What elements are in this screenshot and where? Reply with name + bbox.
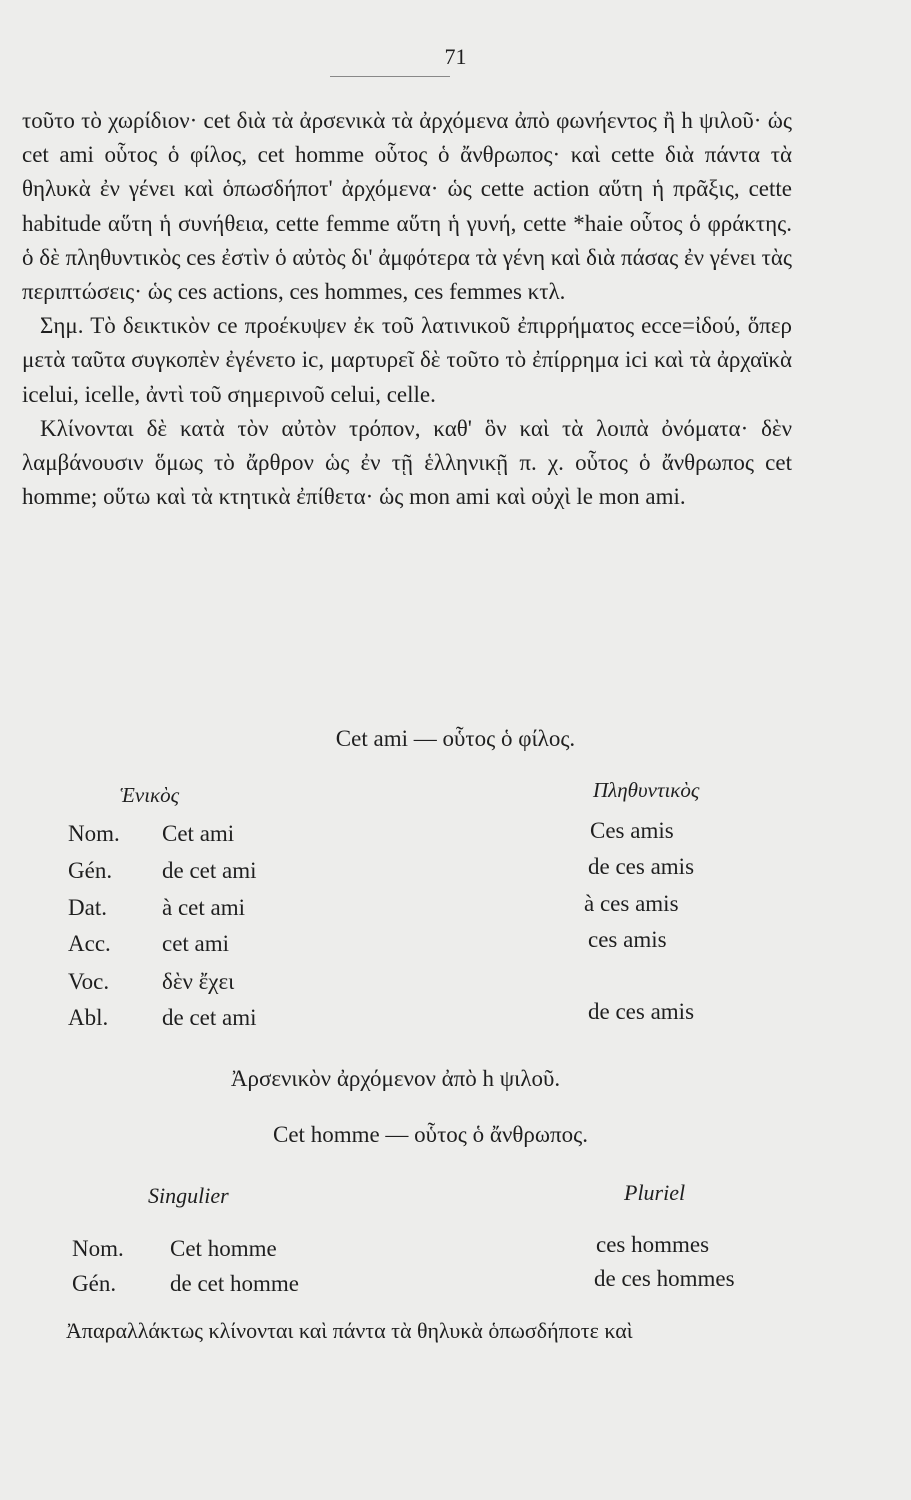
footer-line: Ἀπαραλλάκτως κλίνονται καὶ πάντα τὰ θηλυκὰ ὁπωσδήποτε καὶ (66, 1318, 633, 1343)
case-label: Abl. (68, 1005, 109, 1030)
table1-plural-heading: Πληθυντικὸς (593, 778, 700, 802)
singular-form: de cet homme (170, 1271, 300, 1296)
case-label: Nom. (68, 821, 120, 846)
case-label: Acc. (68, 931, 111, 956)
singular-form: cet ami (162, 931, 230, 956)
plural-form: ces amis (588, 927, 667, 952)
case-label: Dat. (68, 895, 107, 920)
singular-form: de cet ami (162, 1005, 257, 1030)
subheading: Ἀρσενικὸν ἀρχόμενον ἀπὸ h ψιλοῦ. (230, 1066, 561, 1091)
plural-form: à ces amis (584, 891, 679, 916)
singular-form: Cet ami (162, 821, 235, 846)
plural-form: de ces hommes (594, 1266, 735, 1291)
paragraph-note: Σημ. Τὸ δεικτικὸν ce προέκυψεν ἐκ τοῦ λατινικοῦ ἐπιρρήματος ecce=ἰδού, ὅπερ μετὰ ταῦτα συγκοπὲν ἐγένετο ic, μαρτυρεῖ δὲ τοῦτο τὸ ἐπίρρημα ici καὶ τὰ ἀρχαϊκὰ icelui, icelle, ἀντὶ τοῦ σημερινοῦ celui, celle. (22, 313, 792, 407)
singular-form: δὲν ἔχει (162, 969, 235, 994)
case-label: Gén. (72, 1271, 117, 1296)
table2-title: Cet homme — οὗτος ὁ ἄνθρωπος. (273, 1122, 588, 1147)
page-number: 71 (444, 44, 467, 69)
plural-form: ces hommes (596, 1232, 710, 1257)
plural-form: de ces amis (588, 999, 695, 1024)
paragraph-3: Κλίνονται δὲ κατὰ τὸν αὐτὸν τρόπον, καθ' ὃν καὶ τὰ λοιπὰ ὀνόματα· δὲν λαμβάνουσιν ὅμως τὸ ἄρθρον ὡς ἐν τῇ ἑλληνικῇ π. χ. οὗτος ὁ ἄνθρωπος cet homme; οὕτω καὶ τὰ κτητικὰ ἐπίθετα· ὡς mon ami καὶ οὐχὶ le mon ami. (22, 415, 792, 510)
table2-declension (72, 1232, 792, 1306)
body-text (22, 104, 792, 514)
plural-form: Ces amis (590, 818, 674, 843)
case-label: Voc. (68, 969, 110, 994)
plural-form: de ces amis (588, 854, 695, 879)
table1-title: Cet ami — οὗτος ὁ φίλος. (335, 726, 576, 751)
table1-declension (68, 818, 768, 1041)
case-label: Nom. (72, 1236, 124, 1261)
singular-form: de cet ami (162, 858, 257, 883)
table1-singular-heading: Ἑνικὸς (120, 783, 180, 807)
singular-form: à cet ami (162, 895, 246, 920)
table2-plural-heading: Pluriel (624, 1180, 686, 1205)
paragraph-1: τοῦτο τὸ χωρίδιον· cet διὰ τὰ ἀρσενικὰ τὰ ἀρχόμενα ἀπὸ φωνήεντος ἢ h ψιλοῦ· ὡς cet ami οὗτος ὁ φίλος, cet homme οὗτος ὁ ἄνθρωπος· καὶ cette διὰ πάντα τὰ θηλυκὰ ἐν γένει καὶ ὁπωσδήποτ' ἀρχόμενα· ὡς cette action αὕτη ἡ πρᾶξις, cette habitude αὕτη ἡ συνήθεια, cette femme αὕτη ἡ γυνή, cette *haie οὗτος ὁ φράκτης. ὁ δὲ πληθυντικὸς ces ἐστὶν ὁ αὐτὸς δι' ἀμφότερα τὰ γένη καὶ διὰ πάσας ἐν γένει τὰς περιπτώσεις· ὡς ces actions, ces hommes, ces femmes κτλ. (22, 108, 792, 305)
case-label: Gén. (68, 858, 113, 883)
singular-form: Cet homme (170, 1236, 277, 1261)
table2-singular-heading: Singulier (148, 1183, 229, 1208)
header-rule (330, 76, 450, 77)
